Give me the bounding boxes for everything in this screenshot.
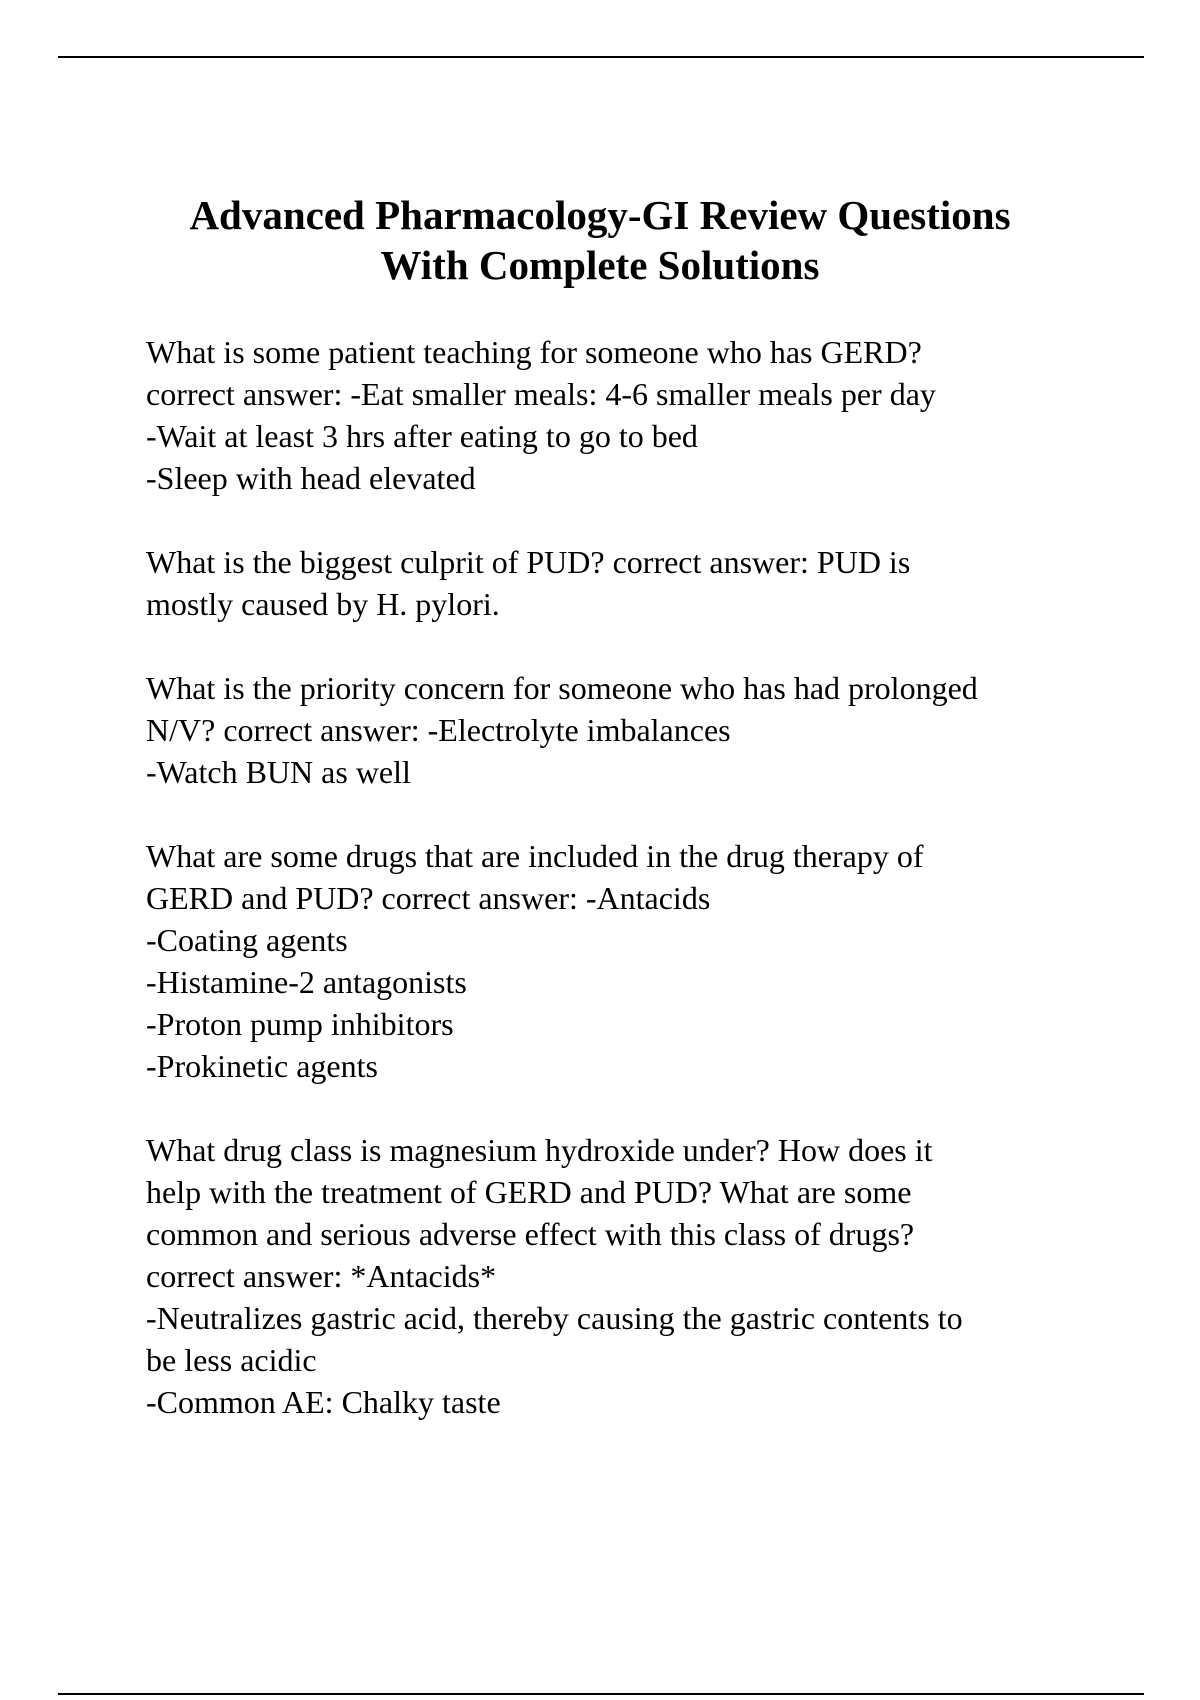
qa-line: -Prokinetic agents <box>146 1048 378 1084</box>
document-body <box>146 331 1106 1465</box>
qa-line: be less acidic <box>146 1342 317 1378</box>
qa-item-3 <box>146 667 1106 793</box>
qa-line: help with the treatment of GERD and PUD? What are some <box>146 1174 912 1210</box>
top-rule <box>58 56 1144 58</box>
bottom-rule <box>58 1693 1144 1695</box>
qa-item-4 <box>146 835 1106 1087</box>
qa-item-5 <box>146 1129 1106 1423</box>
qa-line: -Wait at least 3 hrs after eating to go to bed <box>146 418 698 454</box>
qa-line: correct answer: *Antacids* <box>146 1258 497 1294</box>
qa-line: -Sleep with head elevated <box>146 460 476 496</box>
qa-line: -Common AE: Chalky taste <box>146 1384 501 1420</box>
qa-line: -Proton pump inhibitors <box>146 1006 454 1042</box>
qa-line: mostly caused by H. pylori. <box>146 586 500 622</box>
title-line-1: Advanced Pharmacology-GI Review Questions <box>189 192 1011 238</box>
qa-line: correct answer: -Eat smaller meals: 4-6 smaller meals per day <box>146 376 936 412</box>
qa-line: -Histamine-2 antagonists <box>146 964 467 1000</box>
qa-line: N/V? correct answer: -Electrolyte imbalances <box>146 712 731 748</box>
qa-line: -Coating agents <box>146 922 348 958</box>
qa-line: GERD and PUD? correct answer: -Antacids <box>146 880 711 916</box>
qa-item-2 <box>146 541 1106 625</box>
qa-line: What drug class is magnesium hydroxide under? How does it <box>146 1132 933 1168</box>
qa-item-1 <box>146 331 1106 499</box>
qa-line: What are some drugs that are included in the drug therapy of <box>146 838 924 874</box>
document-title <box>100 190 1100 290</box>
qa-line: common and serious adverse effect with this class of drugs? <box>146 1216 915 1252</box>
qa-line: -Neutralizes gastric acid, thereby causing the gastric contents to <box>146 1300 963 1336</box>
title-line-2: With Complete Solutions <box>380 242 820 288</box>
qa-line: What is the biggest culprit of PUD? correct answer: PUD is <box>146 544 911 580</box>
qa-line: -Watch BUN as well <box>146 754 411 790</box>
qa-line: What is the priority concern for someone who has had prolonged <box>146 670 978 706</box>
qa-line: What is some patient teaching for someone who has GERD? <box>146 334 922 370</box>
